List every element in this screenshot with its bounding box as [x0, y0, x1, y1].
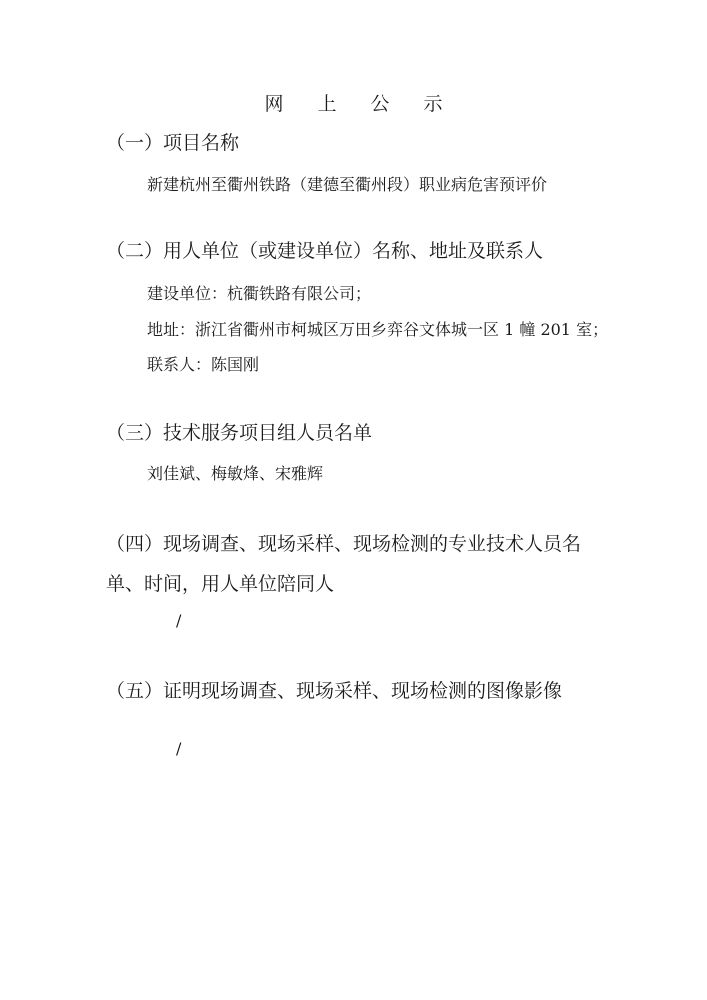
section-1-heading: （一）项目名称	[106, 132, 240, 154]
team-members-text: 刘佳斌、梅敏烽、宋雅辉	[147, 464, 324, 483]
address-text: 地址：浙江省衢州市柯城区万田乡弈谷文体城一区 1 幢 201 室；	[147, 320, 609, 339]
construction-unit-text: 建设单位：杭衢铁路有限公司；	[147, 284, 372, 303]
section-4-value: /	[176, 611, 182, 630]
section-3-heading: （三）技术服务项目组人员名单	[106, 422, 373, 444]
page-title: 网 上 公 示	[264, 93, 457, 115]
section-5-heading: （五）证明现场调查、现场采样、现场检测的图像影像	[106, 680, 563, 702]
section-4-heading: （四）现场调查、现场采样、现场检测的专业技术人员名单、时间，用人单位陪同人	[106, 533, 582, 595]
contact-person-text: 联系人：陈国刚	[147, 355, 260, 374]
section-2-heading: （二）用人单位（或建设单位）名称、地址及联系人	[106, 240, 544, 262]
project-name-text: 新建杭州至衢州铁路（建德至衢州段）职业病危害预评价	[147, 175, 548, 194]
section-5-value: /	[176, 739, 182, 758]
